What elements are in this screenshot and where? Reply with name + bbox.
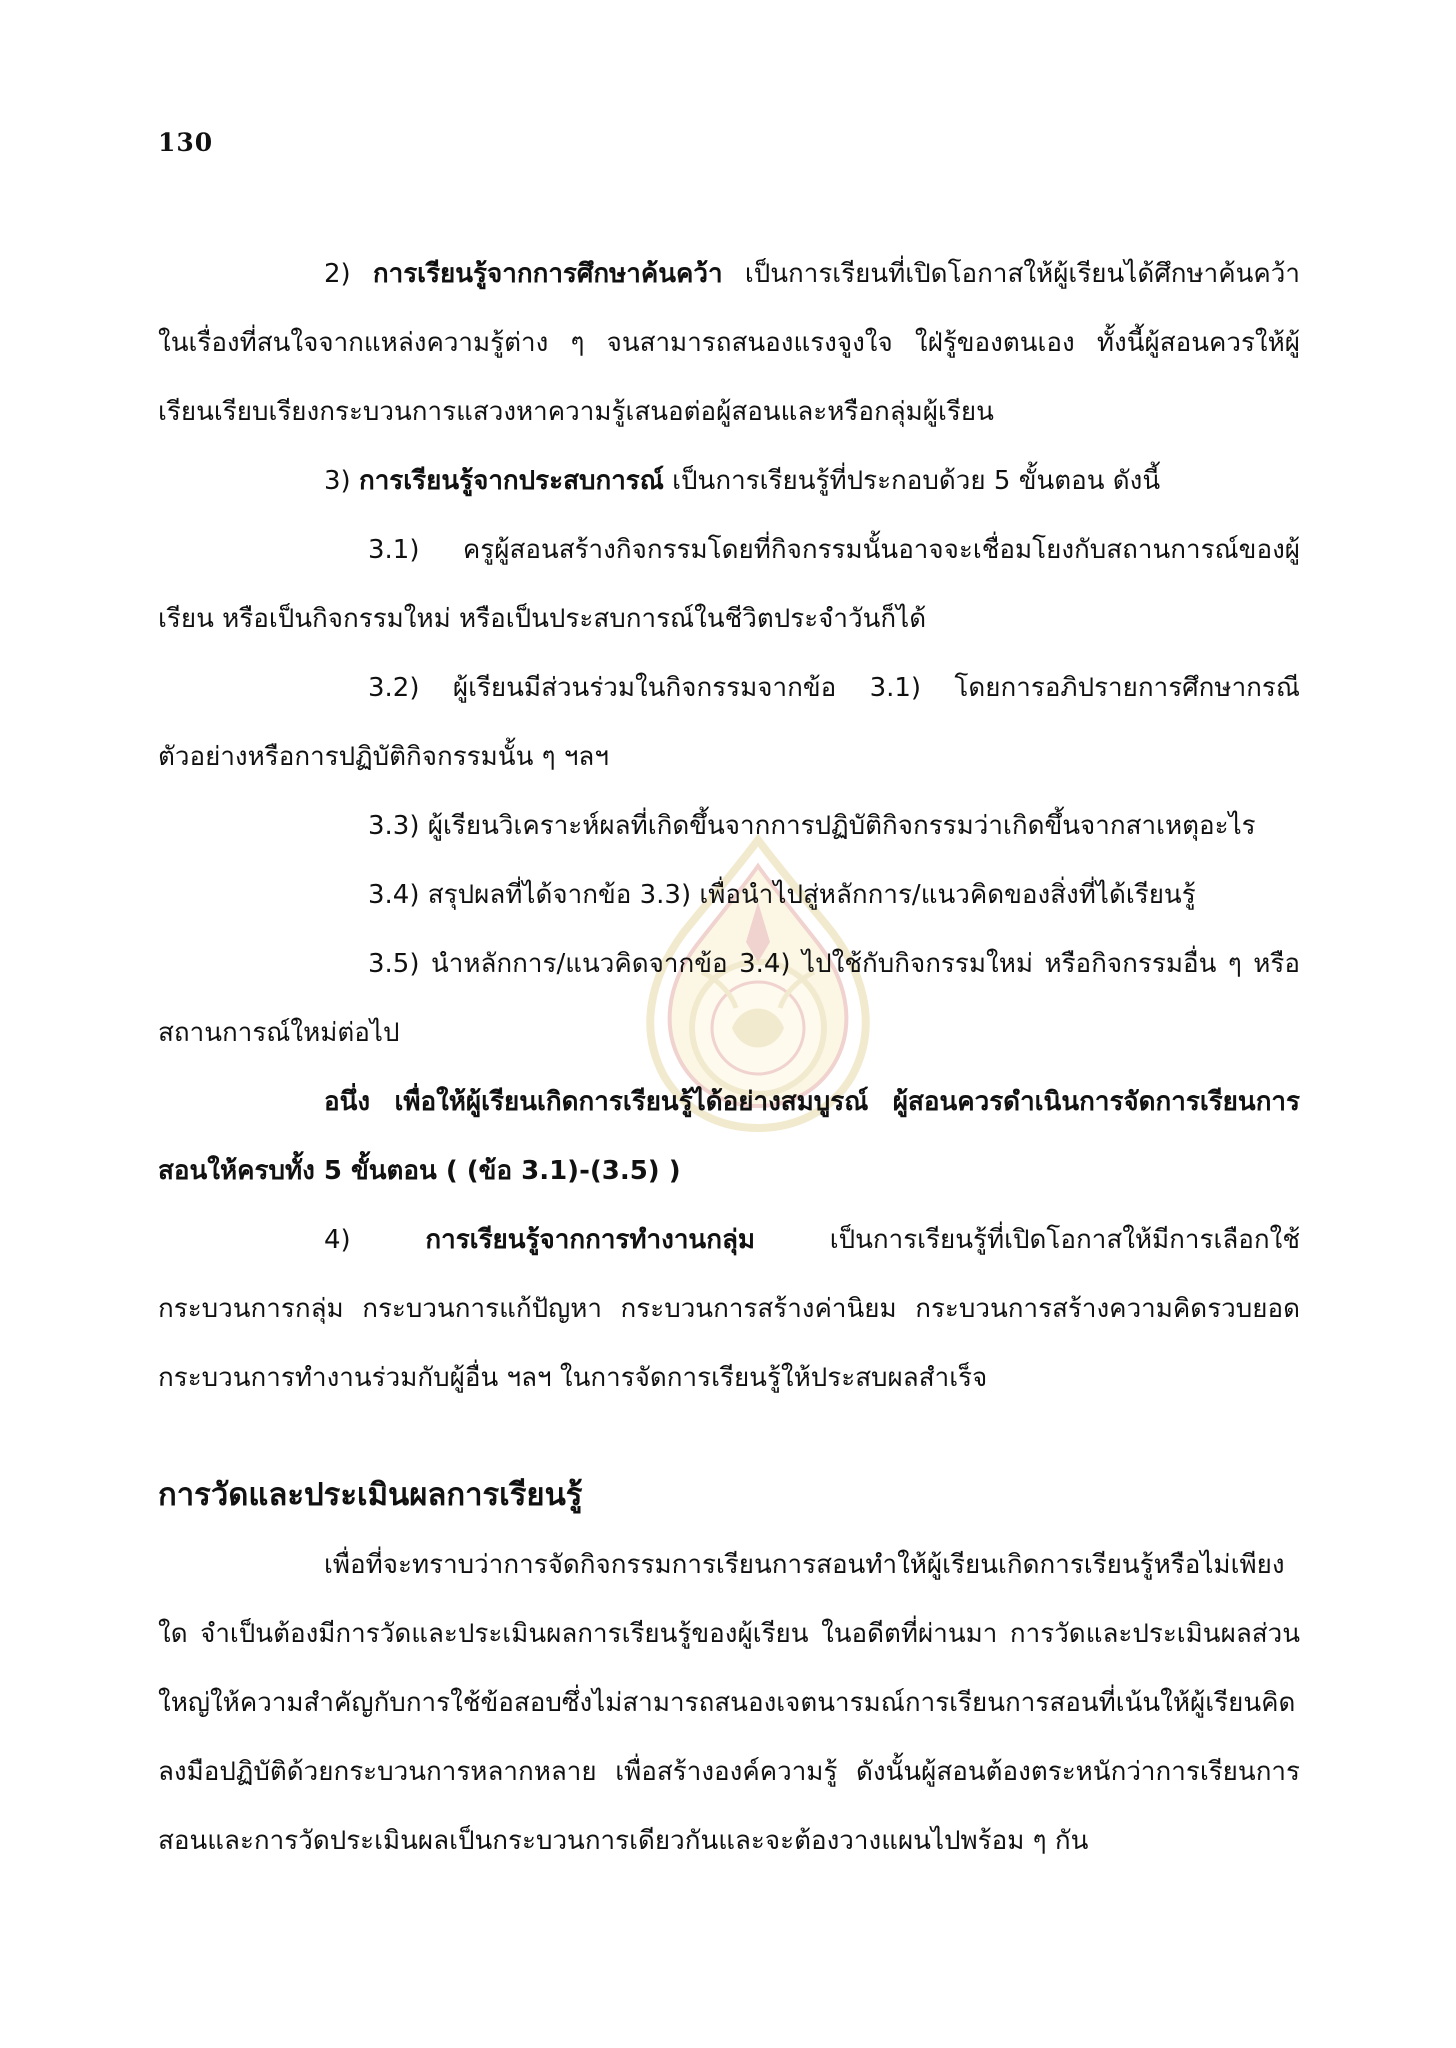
- section-body: เพื่อที่จะทราบว่าการจัดกิจกรรมการเรียนการสอนทำให้ผู้เรียนเกิดการเรียนรู้หรือไม่เพียงใด จำเป็นต้องมีการวัดและประเมินผลการเรียนรู้ของผู้เรียน ในอดีตที่ผ่านมา การวัดและประเมินผลส่วนใหญ่ให้ความสำคัญกับการใช้ข้อสอบซึ่งไม่สามารถสนองเจตนารมณ์การเรียนการสอนที่เน้นให้ผู้เรียนคิด ลงมือปฏิบัติด้วยกระบวนการหลากหลาย เพื่อสร้างองค์ความรู้ ดังนั้นผู้สอนต้องตระหนักว่าการเรียนการสอนและการวัดประเมินผลเป็นกระบวนการเดียวกันและจะต้องวางแผนไปพร้อม ๆ กัน: [158, 1550, 1300, 1856]
- paragraph-heading: การเรียนรู้จากประสบการณ์: [358, 466, 664, 496]
- paragraph-group-learning: [158, 1206, 1300, 1413]
- paragraph-heading: การเรียนรู้จากการศึกษาค้นคว้า: [372, 259, 723, 289]
- list-number: 2): [324, 259, 373, 289]
- list-number: 3): [324, 466, 359, 496]
- document-body: [158, 240, 1300, 1876]
- note-bold-text: อนึ่ง เพื่อให้ผู้เรียนเกิดการเรียนรู้ได้อย่างสมบูรณ์ ผู้สอนควรดำเนินการจัดการเรียนการสอนให้ครบทั้ง 5 ขั้นตอน: [158, 1087, 1300, 1186]
- paragraph-note: [158, 1068, 1300, 1206]
- sub-item-3-2: 3.2) ผู้เรียนมีส่วนร่วมในกิจกรรมจากข้อ 3.1) โดยการอภิปรายการศึกษากรณีตัวอย่างหรือการปฏิบัติกิจกรรมนั้น ๆ ฯลฯ: [158, 673, 1300, 772]
- paragraph-heading: การเรียนรู้จากการทำงานกลุ่ม: [425, 1225, 756, 1255]
- sub-item-3-3: 3.3) ผู้เรียนวิเคราะห์ผลที่เกิดขึ้นจากการปฏิบัติกิจกรรมว่าเกิดขึ้นจากสาเหตุอะไร: [368, 811, 1256, 841]
- paragraph-text: เป็นการเรียนรู้ที่ประกอบด้วย 5 ขั้นตอน ดังนี้: [663, 466, 1161, 496]
- paragraph-experience-learning: [158, 447, 1300, 516]
- note-reference: ( (ข้อ 3.1)-(3.5) ): [436, 1156, 681, 1186]
- paragraph-text: เป็นการเรียนรู้ที่เปิดโอกาสให้มีการเลือกใช้กระบวนการกลุ่ม กระบวนการแก้ปัญหา กระบวนการสร้างค่านิยม กระบวนการสร้างความคิดรวบยอด กระบวนการทำงานร่วมกับผู้อื่น ฯลฯ ในการจัดการเรียนรู้ให้ประสบผลสำเร็จ: [158, 1225, 1300, 1393]
- section-heading: การวัดและประเมินผลการเรียนรู้: [158, 1477, 583, 1513]
- page-number: 130: [158, 128, 214, 157]
- sub-item-3-5: 3.5) นำหลักการ/แนวคิดจากข้อ 3.4) ไปใช้กับกิจกรรมใหม่ หรือกิจกรรมอื่น ๆ หรือสถานการณ์ใหม่ต่อไป: [158, 949, 1300, 1048]
- paragraph-text: เป็นการเรียนที่เปิดโอกาสให้ผู้เรียนได้ศึกษาค้นคว้าในเรื่องที่สนใจจากแหล่งความรู้ต่าง ๆ จนสามารถสนองแรงจูงใจ ใฝ่รู้ของตนเอง ทั้งนี้ผู้สอนควรให้ผู้เรียนเรียบเรียงกระบวนการแสวงหาความรู้เสนอต่อผู้สอนและหรือกลุ่มผู้เรียน: [158, 259, 1300, 427]
- list-number: 4): [324, 1225, 426, 1255]
- sub-item-3-1: 3.1) ครูผู้สอนสร้างกิจกรรมโดยที่กิจกรรมนั้นอาจจะเชื่อมโยงกับสถานการณ์ของผู้เรียน หรือเป็นกิจกรรมใหม่ หรือเป็นประสบการณ์ในชีวิตประจำวันก็ได้: [158, 535, 1300, 634]
- sub-item-3-4: 3.4) สรุปผลที่ได้จากข้อ 3.3) เพื่อนำไปสู่หลักการ/แนวคิดของสิ่งที่ได้เรียนรู้: [368, 880, 1196, 910]
- paragraph-research-learning: [158, 240, 1300, 447]
